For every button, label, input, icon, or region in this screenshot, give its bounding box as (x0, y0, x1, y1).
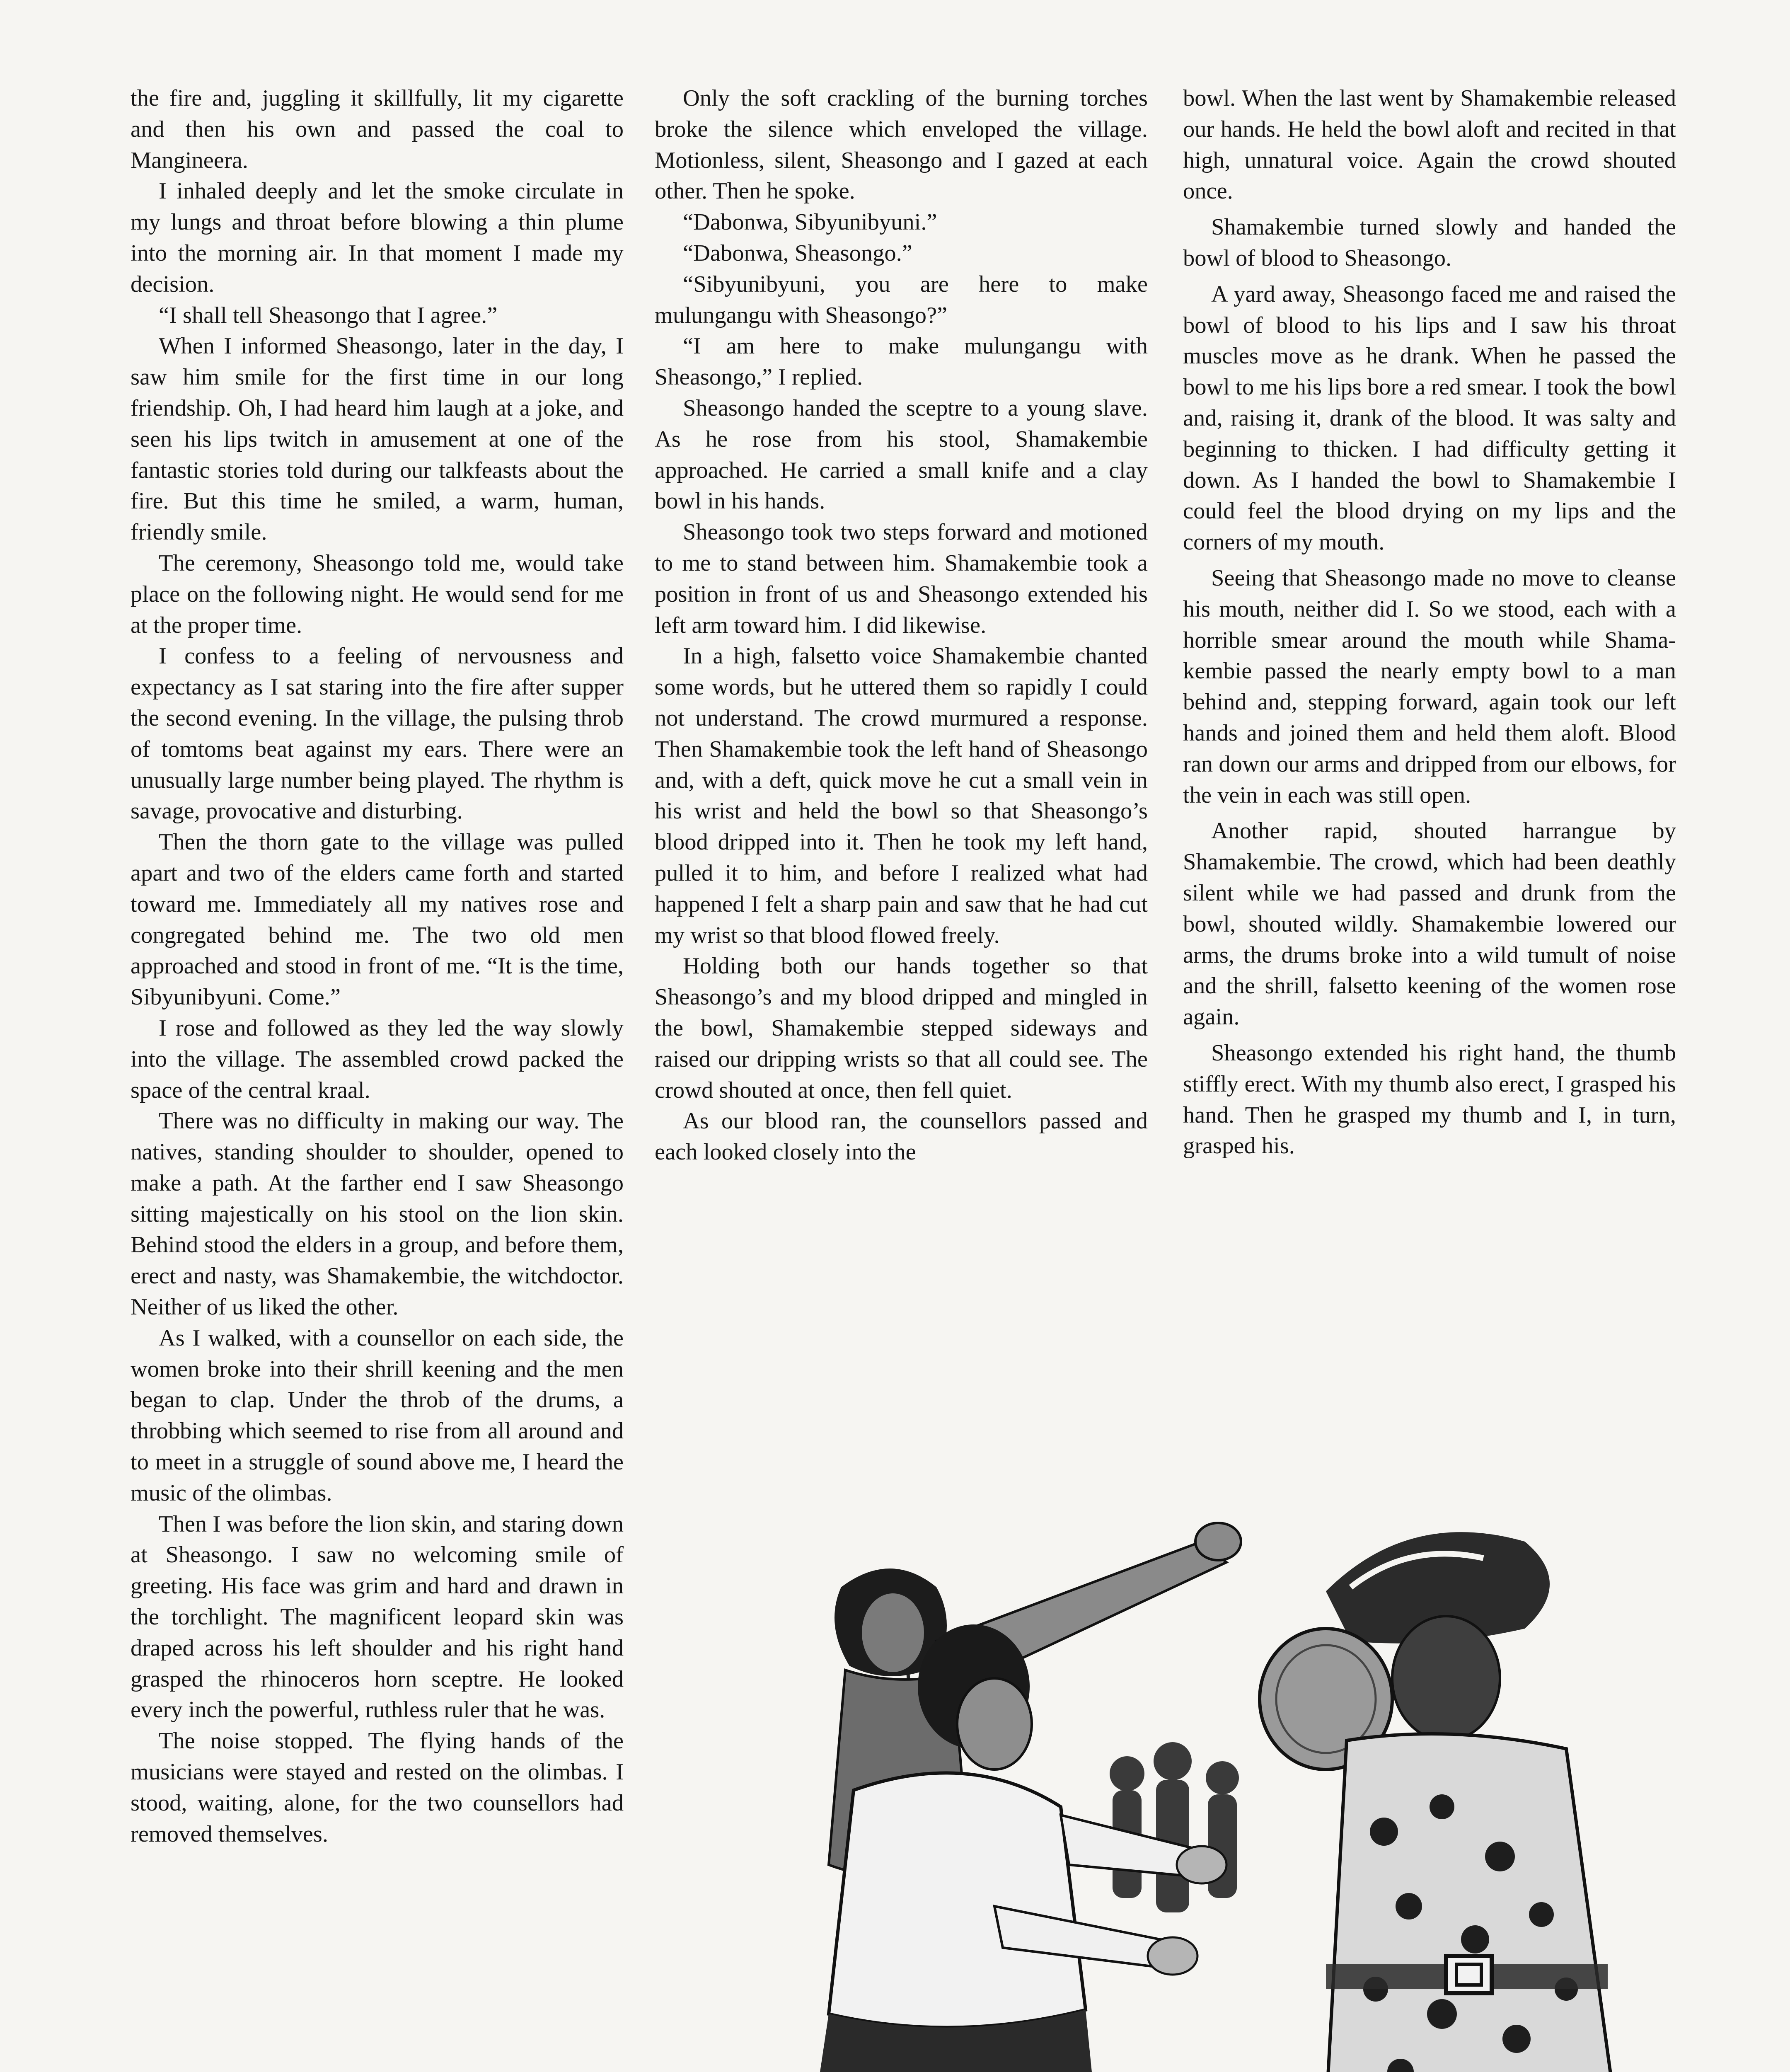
paragraph: “I shall tell Sheasongo that I agree.” (159, 302, 498, 328)
paragraph: Holding both our hands together so that Sheasongo’s and my blood dripped and mingled in the bowl, Shamakembie stepped sideways and raised our dripping wrists so that all could see. The crowd shouted at once, then fell quiet. (655, 953, 1148, 1103)
article-column-2 (655, 83, 1148, 1168)
article-column-1 (131, 83, 624, 1849)
paragraph: Sheasongo took two steps forward and motioned to me to stand between him. Shamakembie took a position in front of us and Sheasongo extended his left arm toward him. I did likewise. (655, 519, 1148, 638)
paragraph: bowl. When the last went by Shamakembie released our hands. He held the bowl aloft and recited in that high, unnatural voice. Again the crowd shouted once. (1183, 85, 1676, 204)
paragraph: In a high, falsetto voice Shamakembie chanted some words, but he uttered them so rapidly I could not understand. The crowd murmured a response. Then Shamakembie took the left hand of Sheasongo and, with a deft, quick move he cut a small vein in his wrist and held the bowl so that Sheasongo’s blood dripped into it. Then he took my left hand, pulled it to him, and before I realized what had happened I felt a sharp pain and saw that he had cut my wrist so that blood flowed freely. (655, 643, 1148, 948)
paragraph: I confess to a feeling of nervousness and expectancy as I sat staring into the fire after supper the second evening. In the village, the pulsing throb of tomtoms beat against my ears. There were an unusually large number being played. The rhythm is savage, provocative and disturbing. (131, 643, 624, 824)
paragraph: the fire and, juggling it skillfully, lit my cigarette and then his own and passed the coal to Mangineera. (131, 85, 624, 173)
paragraph: Only the soft crackling of the burning torches broke the silence which enveloped the village. Motionless, silent, Sheasongo and I gazed at each other. Then he spoke. (655, 85, 1148, 204)
paragraph: As I walked, with a counsellor on each side, the women broke into their shrill keening and the men began to clap. Under the throb of the drums, a throbbing which seemed to rise from all around and to meet in a struggle of sound above me, I heard the music of the olimbas. (131, 1325, 624, 1506)
paragraph: Sheasongo handed the sceptre to a young slave. As he rose from his stool, Shamakembie approached. He carried a small knife and a clay bowl in his hands. (655, 395, 1148, 514)
paragraph: I inhaled deeply and let the smoke circulate in my lungs and throat before blowing a thin plume into the morning air. In that moment I made my decision. (131, 178, 624, 297)
paragraph: “Dabonwa, Sibyunibyuni.” (683, 209, 937, 235)
paragraph: As our blood ran, the counsellors passed and each looked closely into the (655, 1108, 1148, 1165)
paragraph: “Dabonwa, Sheasongo.” (683, 240, 912, 266)
paragraph: Then the thorn gate to the village was pulled apart and two of the elders came forth and started toward me. Immediately all my natives rose and congregated behind me. The two old men approached and stood in front of me. “It is the time, Sibyunibyuni. Come.” (131, 829, 624, 1010)
paragraph: Sheasongo extended his right hand, the thumb stiffly erect. With my thumb also erect, I grasped his hand. Then he grasped my thumb and I, in turn, grasped his. (1183, 1040, 1676, 1159)
paragraph: When I informed Sheasongo, later in the day, I saw him smile for the first time in our long friendship. Oh, I had heard him laugh at a joke, and seen his lips twitch in amusement at one of the fantastic stories told during our talkfeasts about the fire. But this time he smiled, a warm, human, friendly smile. (131, 333, 624, 545)
paragraph: “I am here to make mulungangu with Sheasongo,” I replied. (655, 333, 1148, 390)
paragraph: A yard away, Sheasongo faced me and raised the bowl of blood to his lips and I saw his throat muscles move as he drank. When he passed the bowl to me his lips bore a red smear. I took the bowl and, raising it, drank of the blood. It was salty and beginning to thicken. I had difficulty getting it down. As I handed the bowl to Shamakembie I could feel the blood drying on my lips and the corners of my mouth. (1183, 281, 1676, 555)
paragraph: Another rapid, shouted harrangue by Shamakembie. The crowd, which had been deathly silent while we had passed and drunk from the bowl, shouted wildly. Shamakembie lowered our arms, the drums broke into a wild tumult of noise and the shrill, falsetto keening of the women rose again. (1183, 818, 1676, 1030)
illustration-drawing (704, 1492, 1699, 2072)
paragraph: “Sibyunibyuni, you are here to make mulungangu with Sheasongo?” (655, 271, 1148, 328)
paragraph: Then I was before the lion skin, and staring down at Sheasongo. I saw no welcoming smile of greeting. His face was grim and hard and drawn in the torchlight. The magnificent leopard skin was draped across his left shoulder and his right hand grasped the rhinoceros horn sceptre. He looked every inch the powerful, ruthless ruler that he was. (131, 1511, 624, 1723)
paragraph: Shamakembie turned slowly and handed the bowl of blood to Sheasongo. (1183, 214, 1676, 271)
paragraph: I rose and followed as they led the way slowly into the village. The assembled crowd packed the space of the central kraal. (131, 1015, 624, 1103)
article-column-3 (1183, 83, 1676, 1162)
blood-ceremony-illustration (704, 1492, 1699, 2072)
paragraph: Seeing that Sheasongo made no move to cleanse his mouth, neither did I. So we stood, each with a horrible smear around the mouth while Shamakembie passed the nearly empty bowl to a man behind and, stepping forward, again took our left hands and joined them and held them aloft. Blood ran down our arms and dripped from our elbows, for the vein in each was still open. (1183, 565, 1676, 808)
paragraph: The noise stopped. The flying hands of the musicians were stayed and rested on the olimbas. I stood, waiting, alone, for the two counsellors had removed themselves. (131, 1728, 624, 1847)
paragraph: The ceremony, Sheasongo told me, would take place on the following night. He would send for me at the proper time. (131, 550, 624, 638)
paragraph: There was no difficulty in making our way. The natives, standing shoulder to shoulder, opened to make a path. At the farther end I saw Sheasongo sitting majestically on his stool on the lion skin. Behind stood the elders in a group, and before them, erect and nasty, was Shamakembie, the witchdoctor. Neither of us liked the other. (131, 1108, 624, 1320)
